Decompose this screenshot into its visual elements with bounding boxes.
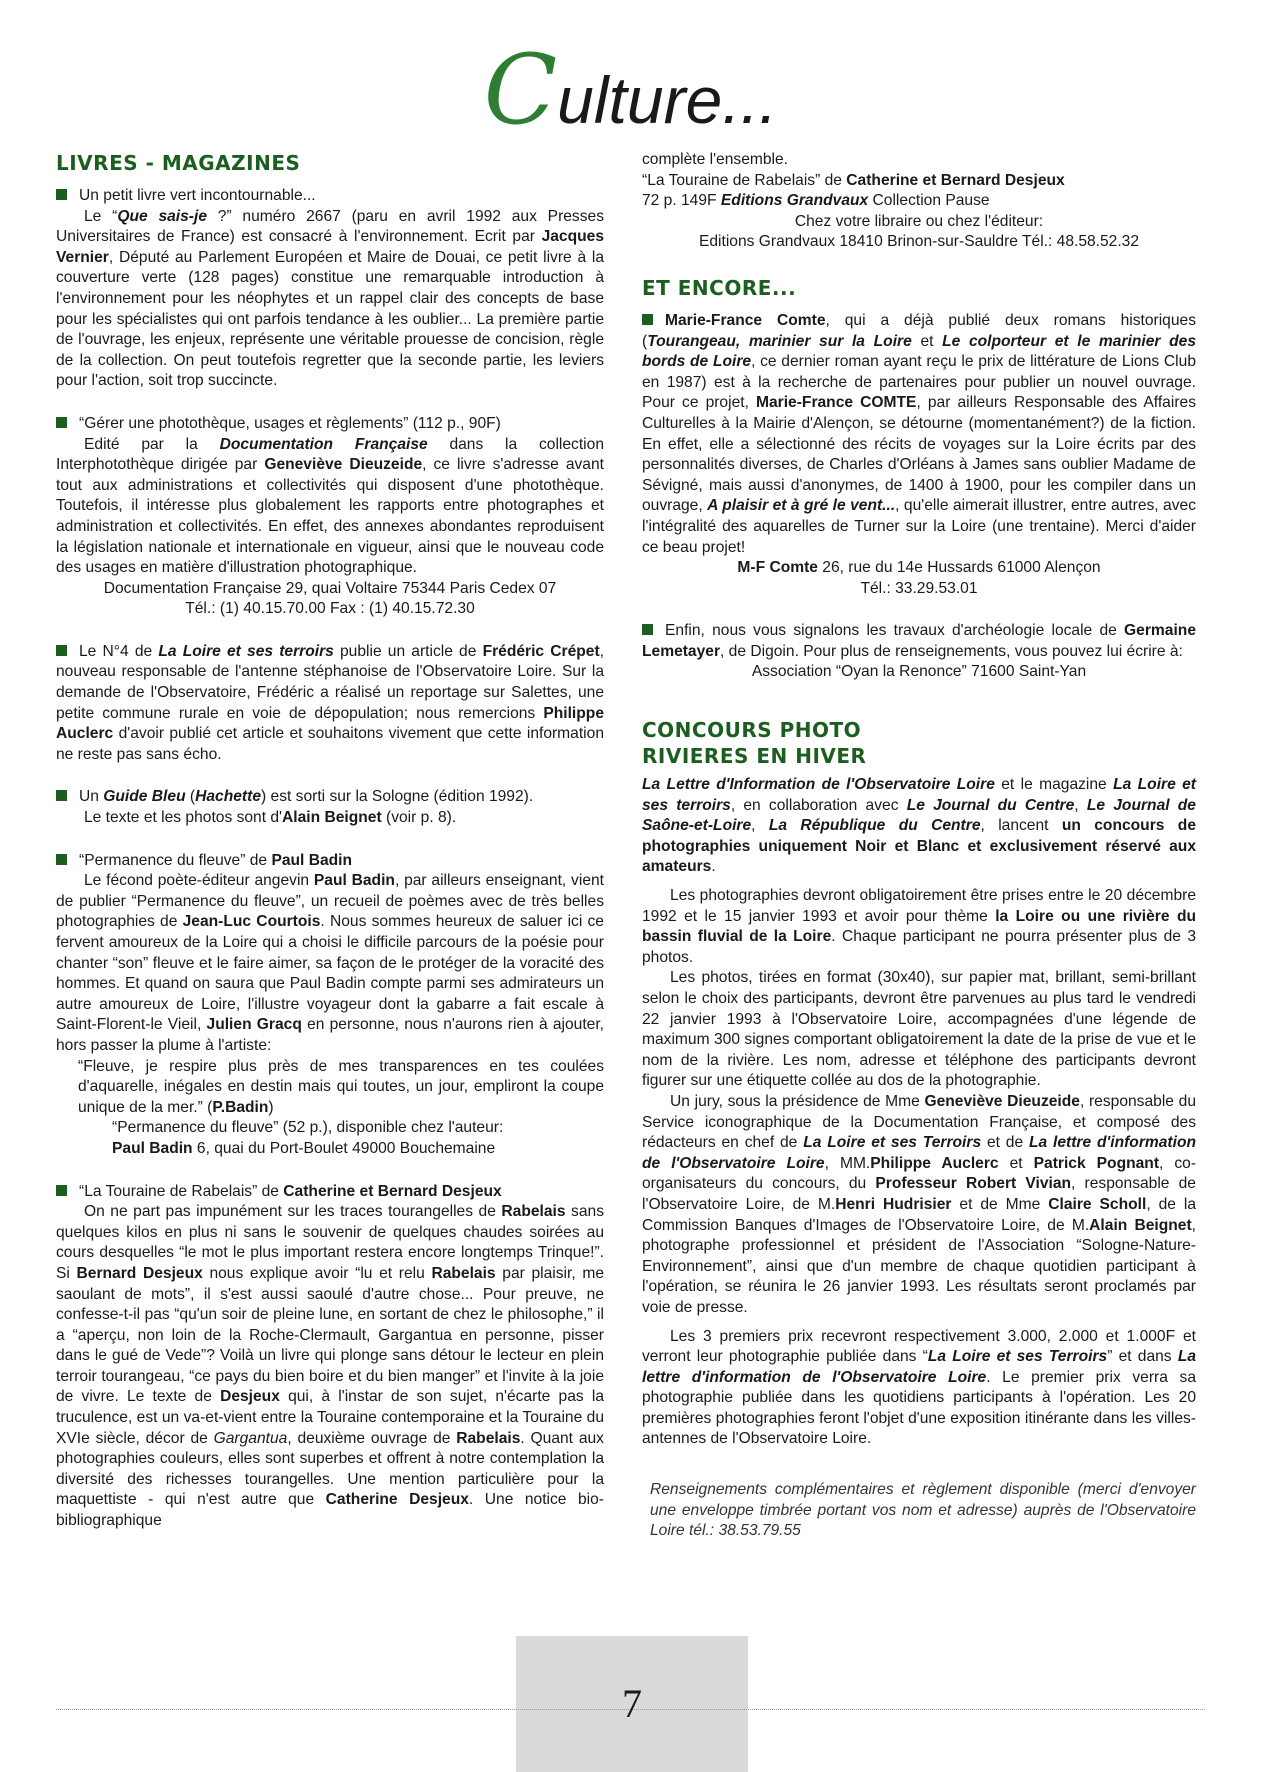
article-loire-terroirs: [56, 642, 604, 766]
left-column: [56, 150, 604, 1554]
availability-line: Chez votre libraire ou chez l'éditeur:: [794, 212, 1044, 230]
article-lead: “Gérer une photothèque, usages et règlements” (112 p., 90F): [79, 414, 501, 432]
article-body: Le fécond poète-éditeur angevin Paul Badin, par ailleurs enseignant, vient de publier “Permanence du fleuve”, un recueil de poèmes avec de très belles photographies de Jean-Luc Courtois. Nous sommes heureux de saluer ici ce fervent amoureux de la Loire qui a choisi le difficile parcours de la poésie pour chanter “son” fleuve et le faire aimer, sa façon de le protéger de la voracité des hommes. Et quand on saura que Paul Badin compte parmi ses admirateurs un autre amoureux de Loire, l'illustre voyageur dont la gabarre a fait escale à Saint-Florent-le Vieil, Julien Gracq en personne, nous n'aurons rien à ajouter, hors passer la plume à l'artiste:: [56, 872, 604, 1054]
section-heading-concours: CONCOURS PHOTO RIVIERES EN HIVER: [642, 718, 867, 769]
book-title-line: “La Touraine de Rabelais” de Catherine et Bernard Desjeux: [642, 171, 1065, 189]
article-que-sais-je: [56, 186, 604, 392]
article-body-2: Le texte et les photos sont d'Alain Beignet (voir p. 8).: [84, 809, 457, 827]
article-concours: [642, 775, 1196, 1542]
info-note: Renseignements complémentaires et règlement disponible (merci d'envoyer une enveloppe timbrée portant vos nom et adresse) auprès de l'Observatoire Loire tél.: 38.53.79.55: [650, 1481, 1196, 1540]
book-info-line: 72 p. 149F Editions Grandvaux Collection Pause: [642, 192, 990, 210]
concours-dates: Les photographies devront obligatoirement être prises entre le 20 décembre 1992 et le 15 janvier 1993 et avoir pour thème la Loire ou une rivière du bassin fluvial de la Loire. Chaque participant ne pourra présenter plus de 3 photos.: [642, 887, 1196, 966]
article-phototheque: [56, 414, 604, 620]
concours-jury: Un jury, sous la présidence de Mme Geneviève Dieuzeide, responsable du Service iconographique de la Documentation Française, et composé des rédacteurs en chef de La Loire et ses Terroirs et de La lettre d'information de l'Observatoire Loire, MM.Philippe Auclerc et Patrick Pognant, co-organisateurs du concours, du Professeur Robert Vivian, responsable de l'Observatoire Loire, de M.Henri Hudrisier et de Mme Claire Scholl, de la Commission Banques d'Images de l'Observatoire Loire, de M.Alain Beignet, photographe professionnel et président de l'Association “Sologne-Nature-Environnement”, ainsi que d'un membre de chaque quotidien participant à l'opération, se réunira le 26 janvier 1993. Les résultats seront proclamés par voie de presse.: [642, 1092, 1197, 1316]
concours-format: Les photos, tirées en format (30x40), sur papier mat, brillant, semi-brillant selon le choix des participants, devront être parvenues au plus tard le vendredi 22 janvier 1993 à l'Observatoire Loire, accompagnées d'une légende de maximum 300 signes comportant obligatoirement la date de la prise de vue et le nom de la rivière. Les nom, adresse et téléphone des participants devront figurer sur une étiquette collée au dos de la photographie.: [642, 969, 1196, 1090]
bullet-square-icon: [56, 645, 67, 656]
article-lead: Un petit livre vert incontournable...: [79, 187, 316, 204]
article-marie-france-comte: [642, 311, 1196, 599]
article-touraine-rabelais: “La Touraine de Rabelais” de Catherine et Bernard Desjeux On ne part pas impunément sur les traces tourangelles de Rabelais sans quelques kilos en plus ni sans le souvenir de quelques chaudes soirées au cours desquelles “le mot le plus important restera encore longtemps Trinque!”. Si Bernard Desjeux nous explique avoir “lu et relu Rabelais par plaisir, me saoulant de mots”, il s'est aussi saoulé d'autre chose... Pour preuve, ne confesse-t-il pas “qu'un soir de pleine lune, en sortant de chez le philosophe,” il a “aperçu, non loin de la Roche-Clermault, Gargantua en personne, pisser dans le gué de Vede”? Voilà un livre qui plonge sans détour le lecteur en plein terroir tourangeau, “ce pays du bien boire et du bien manger” et l'invite à la joie de vivre. Le texte de Desjeux qui, à l'instar de son sujet, n'écarte pas la truculence, est un va-et-vient entre la Touraine contemporaine et la Touraine du XVIe siècle, décor de Gargantua, deuxième ouvrage de Rabelais. Quant aux photographies couleurs, elles sont superbes et offrent à notre contemplation la diversité des richesses tourangelles. Une mention particulière pour la maquettiste - qui n'est autre que Catherine Desjeux. Une notice bio-bibliographique: [56, 1182, 604, 1532]
article-lemetayer: [642, 621, 1196, 683]
phone-line: Tél.: 33.29.53.01: [860, 579, 978, 597]
page-title: [0, 34, 1261, 146]
section-heading-livres: LIVRES - MAGAZINES: [56, 151, 301, 175]
page-number: 7: [622, 1681, 642, 1726]
bullet-square-icon: [56, 790, 67, 801]
right-column: [642, 150, 1196, 1564]
continuation-text: complète l'ensemble.: [642, 151, 788, 168]
publisher-address: Editions Grandvaux 18410 Brinon-sur-Sauldre Tél.: 48.58.52.32: [698, 233, 1140, 251]
title-rest: ulture...: [557, 63, 778, 137]
article-body: Le N°4 de La Loire et ses terroirs publie un article de Frédéric Crépet, nouveau responsable de l'antenne stéphanoise de l'Observatoire Loire. Sur la demande de l'Observatoire, Frédéric a réalisé un reportage sur Salettes, une petite commune rurale en voie de dépopulation; nous remercions Philippe Auclerc d'avoir publié cet article et souhaitons vivement que cette information ne reste pas sans écho.: [56, 642, 605, 763]
bullet-square-icon: [56, 1185, 67, 1196]
bullet-square-icon: [56, 417, 67, 428]
concours-intro: La Lettre d'Information de l'Observatoire Loire et le magazine La Loire et ses terroirs, en collaboration avec Le Journal du Centre, Le Journal de Saône-et-Loire, La République du Centre, lancent un concours de photographies uniquement Noir et Blanc et exclusivement réservé aux amateurs.: [642, 776, 1196, 876]
article-body: Marie-France Comte, qui a déjà publié deux romans historiques (Tourangeau, marinier sur la Loire et Le colporteur et le marinier des bords de Loire, ce dernier roman ayant reçu le prix de littérature de Lions Club en 1987) est à la recherche de partenaires pour publier un nouvel ouvrage. Pour ce projet, Marie-France COMTE, par ailleurs Responsable des Affaires Culturelles à la Mairie d'Alençon, se détourne (momentanément?) de la fiction. En effet, elle a sélectionné des récits de voyages sur la Loire écrits par des personnalités diverses, de Charles d'Orléans à James sans oublier Madame de Sévigné, mais aussi d'anonymes, de 1400 à 1900, pour les compiler dans un ouvrage, A plaisir et à gré le vent..., qu'elle aimerait illustrer, entre autres, avec l'intégralité des aquarelles de Turner sur la Loire (une trentaine). Merci d'aider ce beau projet!: [642, 311, 1196, 556]
article-body: On ne part pas impunément sur les traces tourangelles de Rabelais sans quelques kilos en plus ni sans le souvenir de quelques chaudes soirées au cours desquelles “le mot le plus important restera encore longtemps Trinque!”. Si Bernard Desjeux nous explique avoir “lu et relu Rabelais par plaisir, me saoulant de mots”, il s'est aussi saoulé d'autre chose... Pour preuve, ne confesse-t-il pas “qu'un soir de pleine lune, en sortant de chez le philosophe,” il a “aperçu, non loin de la Roche-Clermault, Gargantua en personne, pisser dans le gué de Vede”? Voilà un livre qui plonge sans détour le lecteur en plein terroir tourangeau, “ce pays du bien boire et du bien manger” et l'invite à la joie de vivre. Le texte de Desjeux qui, à l'instar de son sujet, n'écarte pas la truculence, est un va-et-vient entre la Touraine contemporaine et la Touraine du XVIe siècle, décor de Gargantua, deuxième ouvrage de Rabelais. Quant aux photographies couleurs, elles sont superbes et offrent à notre contemplation la diversité des richesses tourangelles. Une mention particulière pour la maquettiste - qui n'est autre que Catherine Desjeux. Une notice bio-bibliographique: [56, 1203, 605, 1530]
concours-prizes: Les 3 premiers prix recevront respectivement 3.000, 2.000 et 1.000F et verront leur photographie publiée dans “La Loire et ses Terroirs” et dans La lettre d'information de l'Observatoire Loire. Le premier prix verra sa photographie publiée dans les quotidiens participants à l'opération. Les 20 premières photographies feront l'objet d'une exposition itinérante dans les villes-antennes de l'Observatoire Loire.: [642, 1327, 1197, 1448]
bullet-square-icon: [642, 314, 653, 325]
article-body: Edité par la Documentation Française dans la collection Interphotothèque dirigée par Geneviève Dieuzeide, ce livre s'adresse avant tout aux administrations et collectivités qui disposent d'une photothèque. Toutefois, il intéresse plus globalement les rapports entre photographes et administration et collectivités. En effet, des annexes abondantes reproduisent la législation nationale et internationale en vigueur, ainsi que le nouveau code des usages en matière d'illustration photographique.: [56, 435, 604, 577]
title-initial: C: [483, 34, 558, 146]
address-line: “Permanence du fleuve” (52 p.), disponible chez l'auteur:: [112, 1119, 504, 1137]
bullet-square-icon: [642, 624, 653, 635]
article-body: Enfin, nous vous signalons les travaux d'archéologie locale de Germaine Lemetayer, de Digoin. Pour plus de renseignements, vous pouvez lui écrire à:: [642, 622, 1196, 660]
article-body: Le “Que sais-je ?” numéro 2667 (paru en avril 1992 aux Presses Universitaires de France) est consacré à l'environnement. Ecrit par Jacques Vernier, Député au Parlement Européen et Maire de Douai, ce petit livre à la couverture verte (128 pages) constitue une remarquable introduction à l'environnement pour les néophytes et un rappel clair des concepts de base pour les spécialistes qui ont parfois tendance à les oublier... La première partie de l'ouvrage, les enjeux, représente une véritable prouesse de concision, règle de la collection. On peut toutefois regretter que la seconde partie, les leviers pour l'action, soit trop succincte.: [56, 207, 604, 390]
address-line: Documentation Française 29, quai Voltaire 75344 Paris Cedex 07: [103, 579, 557, 597]
article-body: Un Guide Bleu (Hachette) est sorti sur la Sologne (édition 1992).: [56, 787, 604, 808]
address-line: M-F Comte 26, rue du 14e Hussards 61000 Alençon: [737, 559, 1101, 577]
article-permanence-fleuve: “Permanence du fleuve” de Paul Badin Le fécond poète-éditeur angevin Paul Badin, par ailleurs enseignant, vient de publier “Permanence du fleuve”, un recueil de poèmes avec de très belles photographies de Jean-Luc Courtois. Nous sommes heureux de saluer ici ce fervent amoureux de la Loire qui a choisi le difficile parcours de la poésie pour chanter “son” fleuve et le faire aimer, sa façon de le protéger de la voracité des hommes. Et quand on saura que Paul Badin compte parmi ses admirateurs un autre amoureux de Loire, l'illustre voyageur dont la gabarre a fait escale à Saint-Florent-le Vieil, Julien Gracq en personne, nous n'aurons rien à ajouter, hors passer la plume à l'artiste: “Fleuve, je respire plus près de mes transparences en tes coulées d'aquarelle, inégales en destin mais qui toutes, un jour, empliront la coupe unique de la mer.” (P.Badin) “Permanence du fleuve” (52 p.), disponible chez l'auteur: Paul Badin 6, quai du Port-Boulet 49000 Bouchemaine: [56, 851, 604, 1160]
article-continuation: [642, 150, 1196, 253]
section-heading-et-encore: ET ENCORE...: [642, 275, 797, 300]
bullet-square-icon: [56, 189, 67, 200]
bullet-square-icon: [56, 854, 67, 865]
address-line: Association “Oyan la Renonce” 71600 Saint-Yan: [751, 663, 1087, 681]
phone-line: Tél.: (1) 40.15.70.00 Fax : (1) 40.15.72.30: [185, 600, 475, 618]
article-guide-bleu: [56, 787, 604, 828]
poem-quote: “Fleuve, je respire plus près de mes transparences en tes coulées d'aquarelle, inégales en destin mais qui toutes, un jour, empliront la coupe unique de la mer.” (P.Badin): [78, 1057, 604, 1116]
address-line-2: Paul Badin 6, quai du Port-Boulet 49000 Bouchemaine: [112, 1139, 496, 1157]
